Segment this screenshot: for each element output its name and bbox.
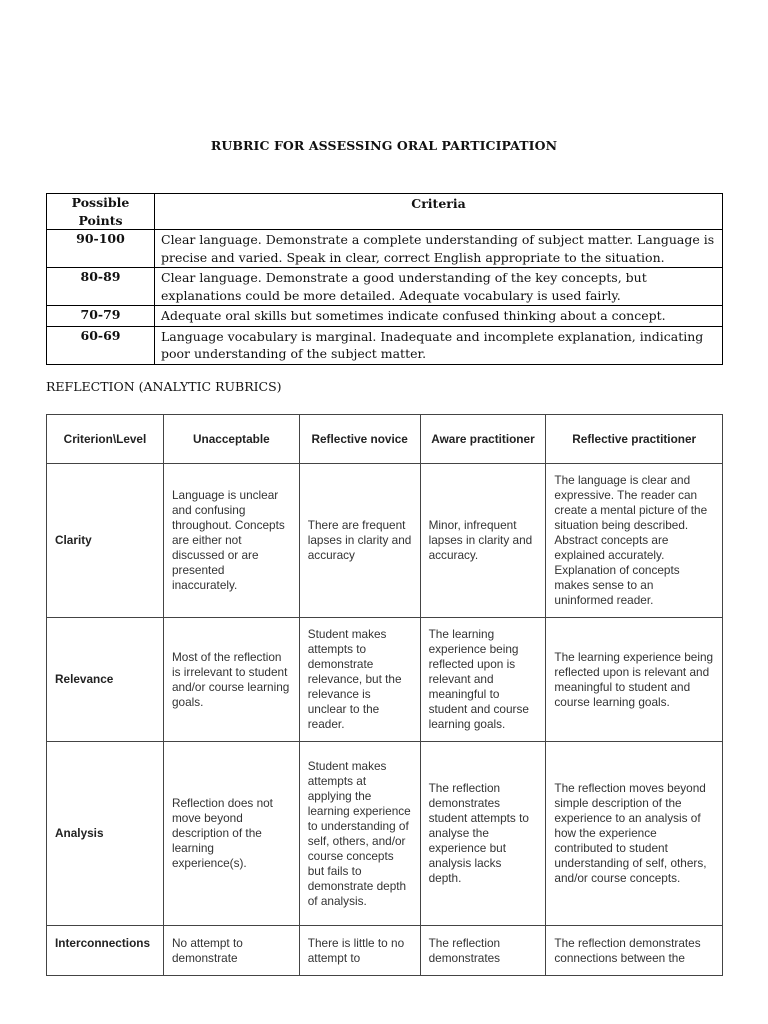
table-row [47,742,723,926]
criterion-clarity: Clarity [47,464,164,618]
cell-aware-practitioner: The reflection demonstrates student attempts to analyse the experience but analysis lacks depth. [420,742,546,926]
criterion-interconnections: Interconnections [47,926,164,976]
reflection-heading: REFLECTION (ANALYTIC RUBRICS) [46,379,282,394]
criteria-cell: Adequate oral skills but sometimes indicate confused thinking about a concept. [155,306,723,327]
table-header-row [47,194,723,230]
table-row [47,306,723,327]
criterion-analysis: Analysis [47,742,164,926]
points-cell: 80-89 [47,268,155,306]
cell-reflective-novice: Student makes attempts to demonstrate relevance, but the relevance is unclear to the reader. [299,618,420,742]
cell-reflective-practitioner: The reflection moves beyond simple description of the experience to an analysis of how the experience contributed to student understanding of self, others, and/or course concepts. [546,742,723,926]
header-possible-points: Possible Points [47,194,155,230]
table-row [47,268,723,306]
table-row [47,326,723,364]
header-criteria: Criteria [155,194,723,230]
table-row [47,926,723,976]
reflection-rubric-table [46,414,723,976]
header-unacceptable: Unacceptable [163,415,299,464]
criterion-relevance: Relevance [47,618,164,742]
cell-reflective-practitioner: The language is clear and expressive. The reader can create a mental picture of the situation being described. Abstract concepts are explained accurately. Explanation of concepts makes sense to an uninformed reader. [546,464,723,618]
table-row [47,618,723,742]
criteria-cell: Clear language. Demonstrate a good understanding of the key concepts, but explanations could be more detailed. Adequate vocabulary is used fairly. [155,268,723,306]
criteria-cell: Language vocabulary is marginal. Inadequate and incomplete explanation, indicating poor understanding of the subject matter. [155,326,723,364]
header-criterion-level: Criterion\Level [47,415,164,464]
cell-unacceptable: Most of the reflection is irrelevant to student and/or course learning goals. [163,618,299,742]
header-reflective-novice: Reflective novice [299,415,420,464]
cell-unacceptable: No attempt to demonstrate [163,926,299,976]
header-aware-practitioner: Aware practitioner [420,415,546,464]
cell-reflective-novice: Student makes attempts at applying the learning experience to understanding of self, others, and/or course concepts but fails to demonstrate depth of analysis. [299,742,420,926]
oral-participation-table [46,193,723,365]
cell-unacceptable: Language is unclear and confusing throughout. Concepts are either not discussed or are presented inaccurately. [163,464,299,618]
cell-reflective-novice: There are frequent lapses in clarity and accuracy [299,464,420,618]
criteria-cell: Clear language. Demonstrate a complete understanding of subject matter. Language is precise and varied. Speak in clear, correct English appropriate to the situation. [155,230,723,268]
table-row [47,464,723,618]
cell-aware-practitioner: The reflection demonstrates [420,926,546,976]
points-cell: 70-79 [47,306,155,327]
cell-reflective-novice: There is little to no attempt to [299,926,420,976]
points-cell: 90-100 [47,230,155,268]
table-row [47,230,723,268]
cell-aware-practitioner: The learning experience being reflected upon is relevant and meaningful to student and course learning goals. [420,618,546,742]
table-header-row [47,415,723,464]
cell-aware-practitioner: Minor, infrequent lapses in clarity and accuracy. [420,464,546,618]
points-cell: 60-69 [47,326,155,364]
page-title: RUBRIC FOR ASSESSING ORAL PARTICIPATION [210,138,558,153]
cell-reflective-practitioner: The reflection demonstrates connections between the [546,926,723,976]
header-reflective-practitioner: Reflective practitioner [546,415,723,464]
cell-unacceptable: Reflection does not move beyond description of the learning experience(s). [163,742,299,926]
cell-reflective-practitioner: The learning experience being reflected upon is relevant and meaningful to student and course learning goals. [546,618,723,742]
